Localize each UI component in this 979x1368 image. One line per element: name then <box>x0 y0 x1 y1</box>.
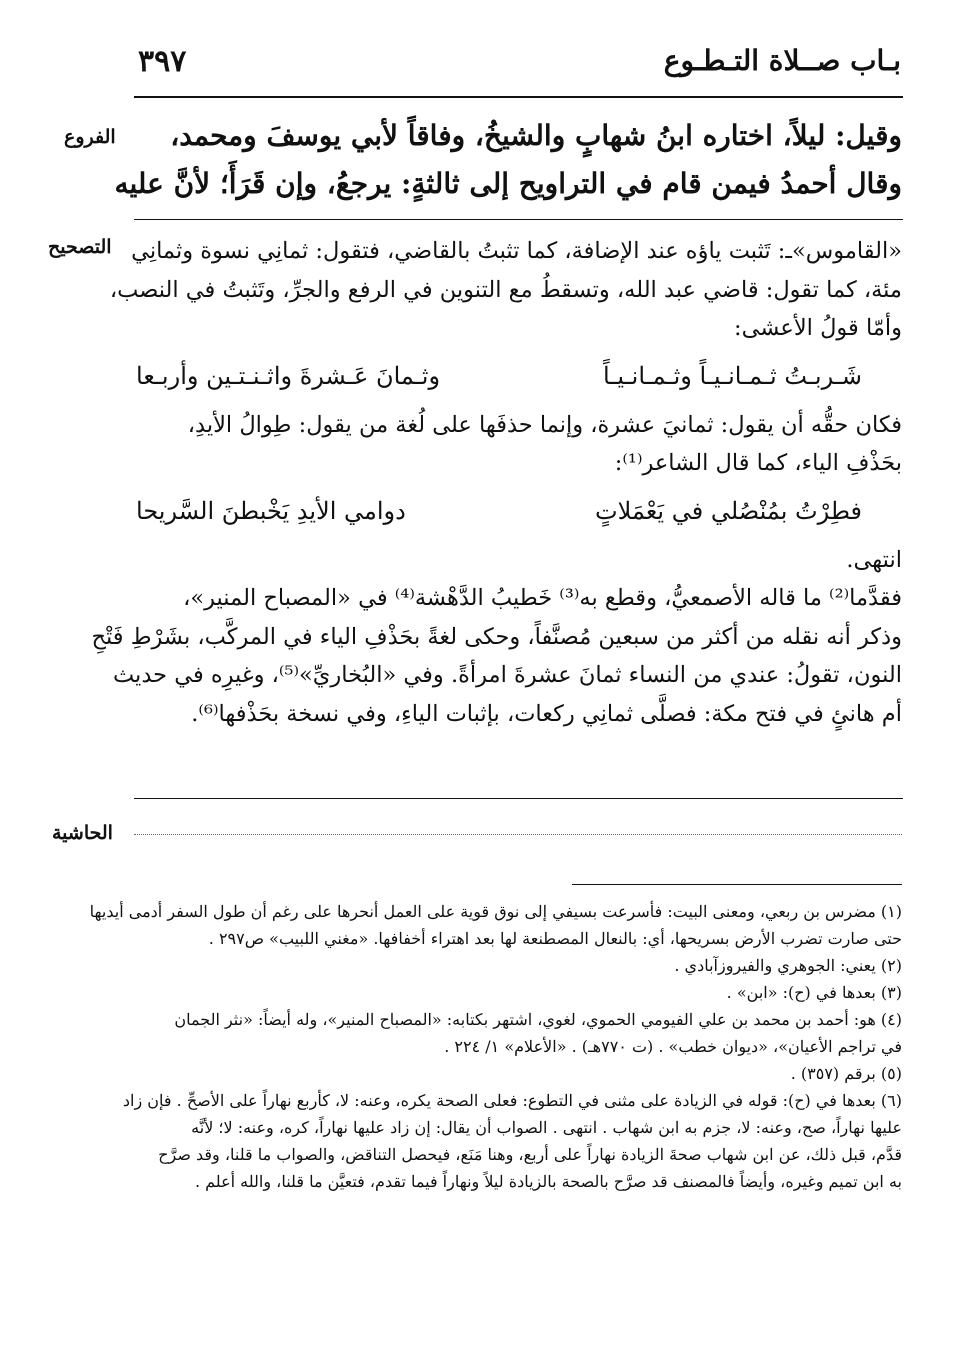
footnote-rule <box>572 884 902 885</box>
tashih-line: انتهى. <box>846 546 902 573</box>
running-title: بـاب صــلاة التـطـوع <box>663 44 901 77</box>
tashih-line: وأمّا قولُ الأعشى: <box>734 315 902 341</box>
footnote-line: (٦) بعدها في (ح): قوله في الزيادة على مثنى في التطوع: فعلى الصحة يكره، وعنه: لا، كأربع نهاراً على الأصحِّ . فإن زاد <box>122 1091 902 1110</box>
margin-label-hashiya: الحاشية <box>52 822 113 844</box>
section-rule <box>134 219 903 220</box>
section-rule <box>134 798 903 799</box>
poetry-verse <box>134 348 902 406</box>
footnote-line: حتى صارت تضرب الأرض بسريحها، أي: بالنعال المصطنعة لها بعد اهتراء أخفافها. «مغني اللبيب» ص٢٩٧ . <box>208 929 902 948</box>
verse-hemistich-first: فطِرْتُ بمُنْصُلي في يَعْمَلاتٍ <box>595 497 862 526</box>
furu-text-block <box>114 112 902 208</box>
margin-label-furu: الفروع <box>64 126 116 148</box>
footnote-line: (١) مضرس بن ربعي، ومعنى البيت: فأسرعت بسيفي إلى نوق قوية على العمل أنحرها على رغم أن طول السفر أدمى أيديها <box>89 902 902 921</box>
footnote-line: (٣) بعدها في (ح): «ابن» . <box>726 983 902 1002</box>
tashih-line: «القاموس»ـ: تَثبت ياؤه عند الإضافة، كما تثبتُ بالقاضي، فتقول: ثمانِي نسوة وثمانِي <box>131 238 902 264</box>
verse-hemistich-first: شَـربـتُ ثـمـانـيـاً وثـمـانـيـاً <box>603 362 862 391</box>
furu-line: وقال أحمدُ فيمن قام في التراويح إلى ثالثةٍ: يرجعُ، وإن قَرَأَ؛ لأنَّ عليه <box>114 167 902 200</box>
footnote-line: به ابن تميم وغيره، وأيضاً فالمصنف قد صرَّح بالصحة بالزيادة ليلاً ونهاراً فيما تقدم، فتعيَّن ما قلنا، والله أعلم . <box>194 1172 902 1191</box>
header-rule <box>134 96 903 98</box>
verse-hemistich-second: وثـمانَ عَـشرةَ واثـنـتـين وأربـعا <box>136 362 441 391</box>
tashih-line: أم هانئٍ في فتح مكة: فصلَّى ثمانِي ركعات، بإثبات الياءِ، وفي نسخة بحَذْفها⁽⁶⁾. <box>191 700 902 727</box>
verse-hemistich-second: دوامي الأيدِ يَخْبطنَ السَّريحا <box>136 497 406 526</box>
tashih-line: فقدَّما⁽²⁾ ما قاله الأصمعيُّ، وقطع به⁽³⁾ خَطيبُ الدَّهْشة⁽⁴⁾ في «المصباح المنير»، <box>183 585 902 611</box>
tashih-text-block <box>91 232 902 733</box>
tashih-line: بحَذْفِ الياء، كما قال الشاعر⁽¹⁾: <box>614 450 902 476</box>
footnote-line: (٢) يعني: الجوهري والفيروزآبادي . <box>674 956 902 975</box>
tashih-line: مئة، كما تقول: قاضي عبد الله، وتسقطُ مع التنوين في الرفع والجرِّ، وتَثبتُ في النصب، <box>109 276 902 303</box>
tashih-line: وذكر أنه نقله من أكثر من سبعين مُصنَّفاً، وحكى لغةً بحَذْفِ الياء في المركَّب، بشَرْطِ فَتْحِ <box>91 623 902 650</box>
tashih-line: النون، تقولُ: عندي من النساء ثمانَ عشرةَ امرأةً. وفي «البُخاريِّ»⁽⁵⁾، وغيرِه في حديث <box>112 662 902 688</box>
hashiya-dotted-line <box>134 834 902 835</box>
footnote-line: عليها نهاراً، صح، وعنه: لا، جزم به ابن شهاب . انتهى . الصواب أن يقال: إن زاد عليها نهاراً، كره، وعنه: لا؛ لأنَّه <box>191 1118 902 1137</box>
footnote-line: (٤) هو: أحمد بن محمد بن علي الفيومي الحموي، لغوي، اشتهر بكتابه: «المصباح المنير»، وله أيضاً: «نثر الجمان <box>174 1010 902 1029</box>
footnote-line: قدَّم، قبل ذلك، عن ابن شهاب صحةَ الزيادة نهاراً على أربع، وهنا مَنَع، فيحصل التناقض، والصواب ما قلنا، وقد صرَّح <box>158 1145 902 1164</box>
poetry-verse <box>134 483 902 541</box>
margin-label-tashih: التصحيح <box>48 236 112 258</box>
furu-line: وقيل: ليلاً، اختاره ابنُ شهابٍ والشيخُ، وفاقاً لأبي يوسفَ ومحمد، <box>170 119 902 152</box>
footnotes <box>89 898 902 1195</box>
page-number: ٣٩٧ <box>138 44 187 79</box>
footnote-line: في تراجم الأعيان»، «ديوان خطب» . (ت ٧٧٠هـ) . «الأعلام» ١/ ٢٢٤ . <box>444 1037 902 1056</box>
tashih-line: فكان حقُّه أن يقول: ثمانيَ عشرة، وإنما حذفَها على لُغة من يقول: طِوالُ الأيدِ، <box>187 411 902 438</box>
footnote-line: (٥) برقم (٣٥٧) . <box>790 1064 902 1083</box>
